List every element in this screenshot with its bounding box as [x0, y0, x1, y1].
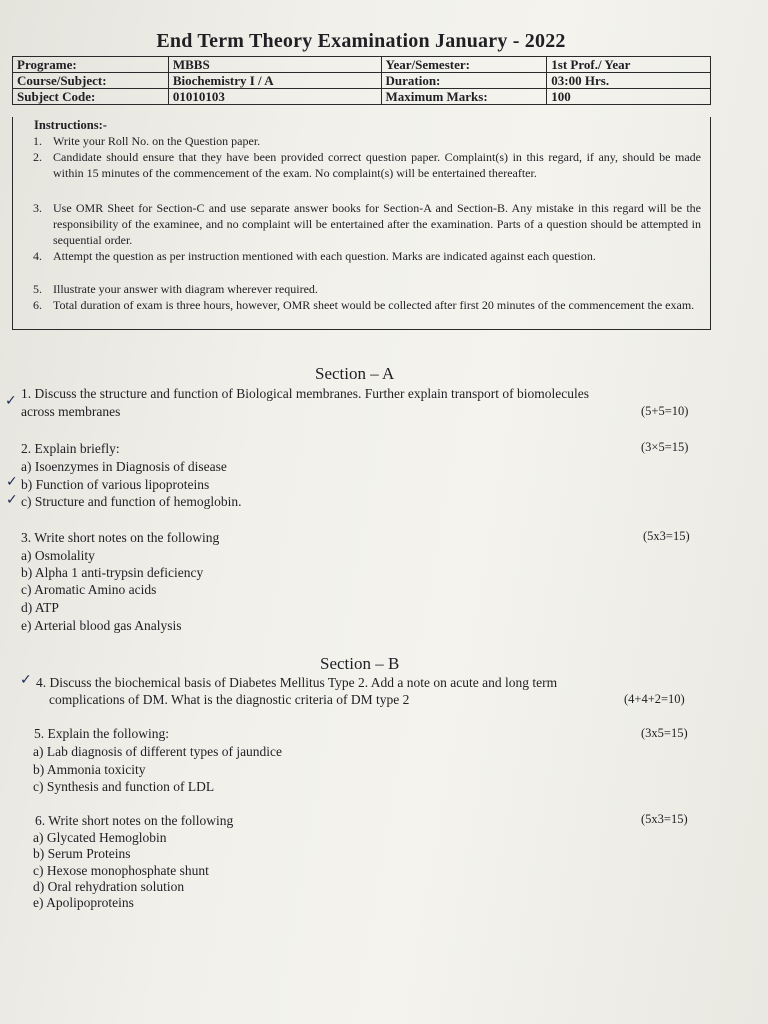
pen-tick-mark-icon: ✓: [20, 672, 32, 688]
pen-tick-mark-icon: ✓: [6, 474, 18, 490]
instruction-item: [33, 200, 701, 248]
question-6-item: c) Hexose monophosphate shunt: [33, 863, 209, 878]
exam-details-table: [12, 56, 711, 105]
instruction-number: 4.: [33, 249, 42, 263]
question-2-item: c) Structure and function of hemoglobin.: [21, 494, 242, 509]
instruction-number: 5.: [33, 282, 42, 296]
programme-value: MBBS: [168, 57, 381, 73]
programme-label: Programe:: [13, 57, 169, 73]
instruction-item: [33, 281, 701, 297]
question-3-item: a) Osmolality: [21, 548, 95, 563]
question-6-item: d) Oral rehydration solution: [33, 879, 185, 894]
section-a-heading: Section – A: [315, 364, 395, 383]
max-marks-value: 100: [547, 89, 711, 105]
question-6-item: e) Apolipoproteins: [33, 895, 134, 910]
question-1-line2: across membranes: [21, 404, 121, 419]
question-3-marks: (5x3=15): [643, 529, 690, 543]
year-value: 1st Prof./ Year: [547, 57, 711, 73]
question-6-item: a) Glycated Hemoglobin: [33, 830, 167, 845]
instruction-text: Use OMR Sheet for Section-C and use separate answer books for Section-A and Section-B. Any mistake in this regard will be the responsibility of the examinee, and no complaint will be entertained after the examination. Parts of a question should be attempted in sequential order.: [53, 201, 701, 247]
question-5-item: b) Ammonia toxicity: [33, 762, 146, 777]
question-6-item: b) Serum Proteins: [33, 846, 131, 861]
question-6-stem: 6. Write short notes on the following: [35, 813, 234, 828]
question-4-marks: (4+4+2=10): [624, 692, 685, 706]
max-marks-label: Maximum Marks:: [381, 89, 547, 105]
course-label: Course/Subject:: [13, 73, 169, 89]
instruction-number: 2.: [33, 150, 42, 164]
question-3-item: b) Alpha 1 anti-trypsin deficiency: [21, 565, 204, 580]
instruction-item: [33, 149, 701, 181]
question-3-item: c) Aromatic Amino acids: [21, 582, 157, 597]
question-3-stem: 3. Write short notes on the following: [21, 530, 220, 545]
table-row: [13, 89, 711, 105]
question-4-line1: 4. Discuss the biochemical basis of Diabetes Mellitus Type 2. Add a note on acute and long term: [36, 675, 558, 690]
exam-title: End Term Theory Examination January - 2022: [156, 30, 566, 52]
instruction-item: [33, 297, 701, 313]
instruction-text: Total duration of exam is three hours, however, OMR sheet would be collected after first 20 minutes of the commencement the exam.: [53, 298, 695, 312]
question-6-marks: (5x3=15): [641, 812, 688, 826]
year-label: Year/Semester:: [381, 57, 547, 73]
question-3-item: d) ATP: [21, 600, 59, 615]
instruction-number: 1.: [33, 134, 42, 148]
duration-value: 03:00 Hrs.: [547, 73, 711, 89]
question-1-marks: (5+5=10): [641, 404, 689, 418]
table-row: [13, 73, 711, 89]
question-2-stem: 2. Explain briefly:: [21, 441, 120, 456]
instruction-item: [33, 133, 701, 149]
question-2-item: b) Function of various lipoproteins: [21, 477, 210, 492]
instruction-item: [33, 248, 701, 264]
instruction-number: 3.: [33, 201, 42, 215]
course-value: Biochemistry I / A: [168, 73, 381, 89]
instruction-number: 6.: [33, 298, 42, 312]
subject-code-value: 01010103: [168, 89, 381, 105]
pen-tick-mark-icon: ✓: [5, 393, 17, 409]
instruction-text: Attempt the question as per instruction mentioned with each question. Marks are indicated against each question.: [53, 249, 596, 263]
question-3-item: e) Arterial blood gas Analysis: [21, 618, 182, 633]
question-5-item: c) Synthesis and function of LDL: [33, 779, 215, 794]
question-2-item: a) Isoenzymes in Diagnosis of disease: [21, 459, 227, 474]
question-5-item: a) Lab diagnosis of different types of jaundice: [33, 744, 283, 759]
table-row: [13, 57, 711, 73]
subject-code-label: Subject Code:: [13, 89, 169, 105]
instruction-text: Write your Roll No. on the Question paper.: [53, 134, 261, 148]
section-b-heading: Section – B: [320, 654, 400, 673]
pen-tick-mark-icon: ✓: [6, 492, 18, 508]
question-4-line2: complications of DM. What is the diagnostic criteria of DM type 2: [49, 692, 410, 707]
duration-label: Duration:: [381, 73, 547, 89]
question-2-marks: (3×5=15): [641, 440, 689, 454]
question-5-stem: 5. Explain the following:: [34, 726, 169, 741]
instruction-text: Illustrate your answer with diagram wherever required.: [53, 282, 318, 296]
question-5-marks: (3x5=15): [641, 726, 688, 740]
instructions-heading: Instructions:-: [34, 118, 107, 132]
instruction-text: Candidate should ensure that they have been provided correct question paper. Complaint(s) in this regard, if any, should be made within 15 minutes of the commencement of the exam. No complaint(s) will be entertained thereafter.: [53, 150, 701, 180]
question-1-line1: 1. Discuss the structure and function of Biological membranes. Further explain transport of biomolecules: [21, 386, 589, 401]
